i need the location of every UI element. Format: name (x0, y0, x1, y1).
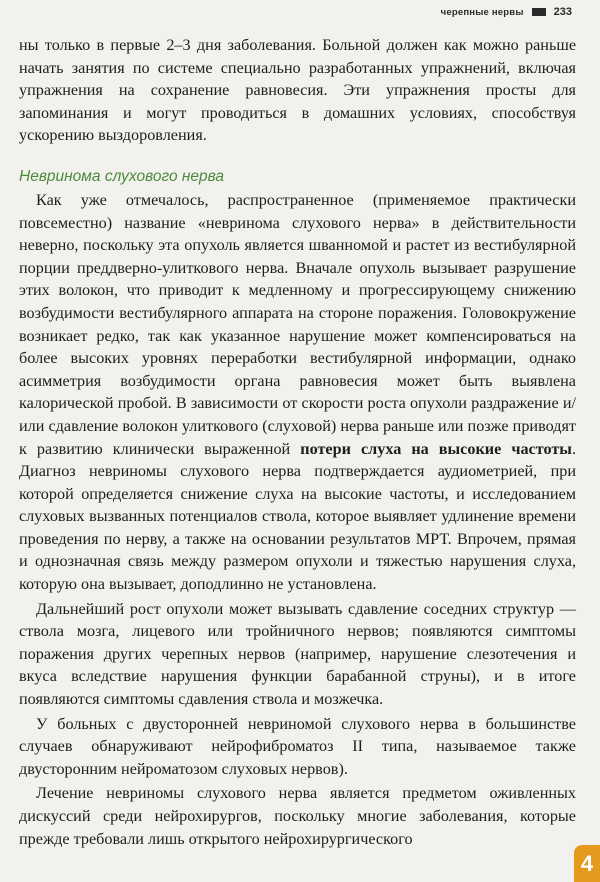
page-number: 233 (553, 6, 572, 18)
chapter-number: 4 (580, 850, 594, 876)
running-header (441, 6, 572, 18)
paragraph-acoustic-neuroma-intro (19, 189, 576, 596)
header-marker (532, 8, 546, 16)
emphasized-term: потери слуха на высокие частоты (300, 439, 572, 458)
paragraph-text: Как уже отмечалось, распространенное (применяемое практически повсеместно) название «невринома слухового нерва» в действительности неверно, поскольку эта опухоль является шванномой и растет из вестибулярной порции преддверно-улиткового нерва. Вначале опухоль вызывает разрушение этих волокон, что приводит к медленному и прогрессирующему снижению возбудимости вестибулярного аппарата на стороне поражения. Головокружение возникает редко, так как указанное нарушение может компенсироваться на более высоких уровнях переработки вестибулярной информации, однако асимметрия возбудимости органа равновесия может быть выявлена калорической пробой. В зависимости от скорости роста опухоли раздражение и/или сдавление волокон улиткового (слуховой) нерва раньше или позже приводят к развитию клинически выраженной (19, 190, 576, 458)
section-heading: Невринома слухового нерва (19, 167, 225, 185)
paragraph-text: . Диагноз невриномы слухового нерва подтверждается аудиометрией, при которой определяется снижение слуха на высокие частоты, и исследованием слуховых вызванных потенциалов ствола, которое выявляет удлинение времени проведения по нерву, а также на основании результатов МРТ. Впрочем, прямая и однозначная связь между размером опухоли и тяжестью нарушения слуха, которую она вызывает, доподлинно не установлена. (19, 439, 576, 594)
paragraph-treatment: Лечение невриномы слухового нерва является предметом оживленных дискуссий среди нейрохирургов, поскольку многие заболевания, которые прежде требовали лишь открытого нейрохирургического (19, 784, 576, 848)
paragraph-continued: ны только в первые 2–3 дня заболевания. Больной должен как можно раньше начать занятия по системе специально разработанных упражнений, включая упражнения на сохранение равновесия. Эти упражнения просты для запоминания и могут проводиться в домашних условиях, способствуя ускорению выздоровления. (19, 36, 576, 145)
page-content (19, 34, 576, 850)
paragraph-bilateral: У больных с двусторонней невриномой слухового нерва в большинстве случаев обнаруживают нейрофиброматоз II типа, называемое также двусторонним нейроматозом слуховых нервов). (19, 714, 576, 778)
running-header-section: черепные нервы (440, 6, 524, 18)
chapter-tab (574, 845, 600, 882)
paragraph-tumor-growth: Дальнейший рост опухоли может вызывать сдавление соседних структур — ствола мозга, лицевого или тройничного нервов; появляются симптомы поражения других черепных нервов (например, нарушение слезотечения и вкуса вследствие нарушения функции барабанной струны), и в итоге появляются симптомы сдавления ствола и мозжечка. (19, 599, 576, 709)
